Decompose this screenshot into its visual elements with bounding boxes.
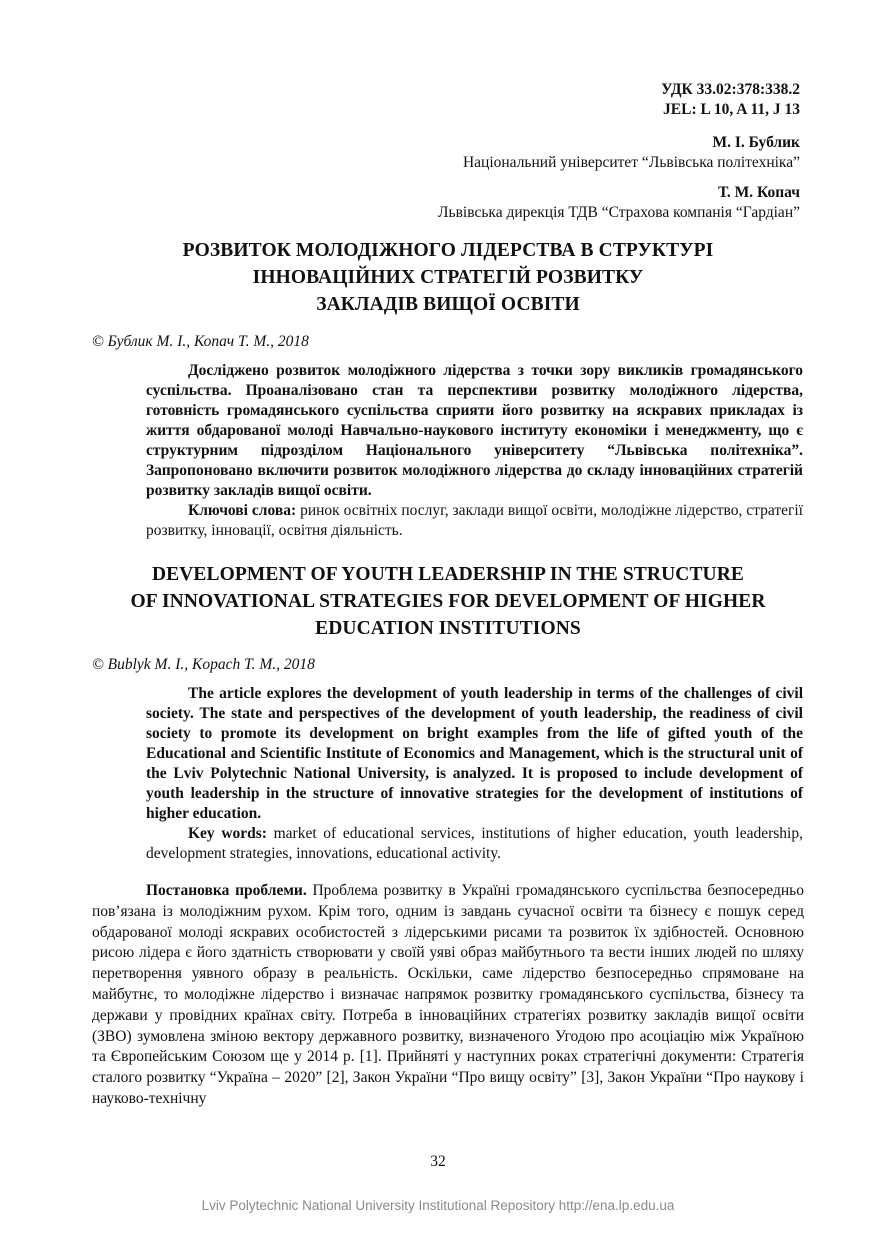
abstract-text: Досліджено розвиток молодіжного лідерства з точки зору викликів громадянського суспільства. Проаналізовано стан та перспективи розвитку молодіжного лідерства, готовність громадянського суспільства сприяти його розвитку на яскравих прикладах із життя обдарованої молоді Навчально-наукового інституту економіки і менеджменту, що є структурним підрозділом Національного університету “Львівська політехніка”. Запропоновано включити розвиток молодіжного лідерства до складу інноваційних стратегій розвитку закладів вищої освіти. bbox=[146, 362, 803, 499]
title-line: OF INNOVATIONAL STRATEGIES FOR DEVELOPMENT OF HIGHER bbox=[130, 591, 766, 612]
title-line: ІННОВАЦІЙНИХ СТРАТЕГІЙ РОЗВИТКУ bbox=[252, 267, 644, 288]
author-name: М. І. Бублик bbox=[712, 134, 800, 151]
udc-code: УДК 33.02:378:338.2 bbox=[661, 81, 800, 98]
repository-footer: Lviv Polytechnic National University Institutional Repository http://ena.lp.edu.ua bbox=[201, 1198, 675, 1213]
abstract-ukrainian bbox=[146, 361, 803, 541]
title-ukrainian bbox=[90, 237, 806, 318]
classification-codes bbox=[661, 80, 800, 120]
keywords-label: Ключові слова: bbox=[188, 502, 297, 519]
keywords-text: ринок освітніх послуг, заклади вищої освіти, молодіжне лідерство, стратегії розвитку, інновації, освітня діяльність. bbox=[146, 502, 803, 539]
author-affiliation: Львівська дирекція ТДВ “Страхова компанія “Гардіан” bbox=[438, 204, 800, 221]
abstract-english bbox=[146, 684, 803, 864]
title-line: РОЗВИТОК МОЛОДІЖНОГО ЛІДЕРСТВА В СТРУКТУРІ bbox=[182, 240, 714, 261]
abstract-text: The article explores the development of youth leadership in terms of the challenges of civil society. The state and perspectives of the development of youth leadership, the readiness of civil society to promote its development on bright examples from the life of gifted youth of the Educational and Scientific Institute of Economics and Management, which is the structural unit of the Lviv Polytechnic National University, is analyzed. It is proposed to include development of youth leadership in the structure of innovative strategies for the development of institutions of higher education. bbox=[146, 685, 803, 822]
author-name: Т. М. Копач bbox=[718, 184, 800, 201]
title-english bbox=[90, 561, 806, 642]
keywords bbox=[146, 824, 803, 864]
jel-code: JEL: L 10, A 11, J 13 bbox=[663, 101, 800, 118]
page-number: 32 bbox=[430, 1153, 446, 1170]
copyright-english: © Bublyk M. I., Kopach T. M., 2018 bbox=[92, 656, 315, 673]
author-block-1 bbox=[463, 133, 800, 173]
paragraph-text: Проблема розвитку в Україні громадянського суспільства безпосередньо пов’язана із молодіжним рухом. Крім того, одним із завдань сучасної освіти та бізнесу є пошук серед обдарованої молоді яскравих особистостей з лідерськими рисами та розвиток їх здібностей. Основною рисою лідера є його здатність створювати у своїй уяві образ майбутнього та вести інших людей по шляху перетворення уявного образу в реальність. Оскільки, саме лідерство безпосередньо спрямоване на майбутнє, то молодіжне лідерство і визначає напрямок розвитку громадянського суспільства, бізнесу та держави у провідних країнах світу. Потреба в інноваційних стратегіях розвитку закладів вищої освіти (ЗВО) зумовлена зміною вектору державного розвитку, визначеного Угодою про асоціацію між Україною та Європейським Союзом ще у 2014 р. [1]. Прийняті у наступних роках стратегічні документи: Стратегія сталого розвитку “Україна – 2020” [2], Закон України “Про вищу освіту” [3], Закон України “Про наукову і науково-технічну bbox=[92, 882, 804, 1107]
author-block-2 bbox=[438, 183, 800, 223]
body-section bbox=[92, 881, 804, 1110]
keywords-text: market of educational services, institutions of higher education, youth leadership, development strategies, innovations, educational activity. bbox=[146, 825, 803, 862]
copyright-ukrainian: © Бублик М. І., Копач Т. М., 2018 bbox=[92, 333, 309, 350]
body-paragraph bbox=[92, 881, 804, 1110]
keywords-label: Key words: bbox=[188, 825, 267, 842]
title-line: EDUCATION INSTITUTIONS bbox=[315, 618, 581, 639]
section-heading: Постановка проблеми. bbox=[146, 882, 307, 899]
author-affiliation: Національний університет “Львівська політехніка” bbox=[462, 154, 800, 171]
keywords bbox=[146, 501, 803, 541]
title-line: ЗАКЛАДІВ ВИЩОЇ ОСВІТИ bbox=[316, 294, 580, 315]
title-line: DEVELOPMENT OF YOUTH LEADERSHIP IN THE STRUCTURE bbox=[151, 564, 745, 585]
